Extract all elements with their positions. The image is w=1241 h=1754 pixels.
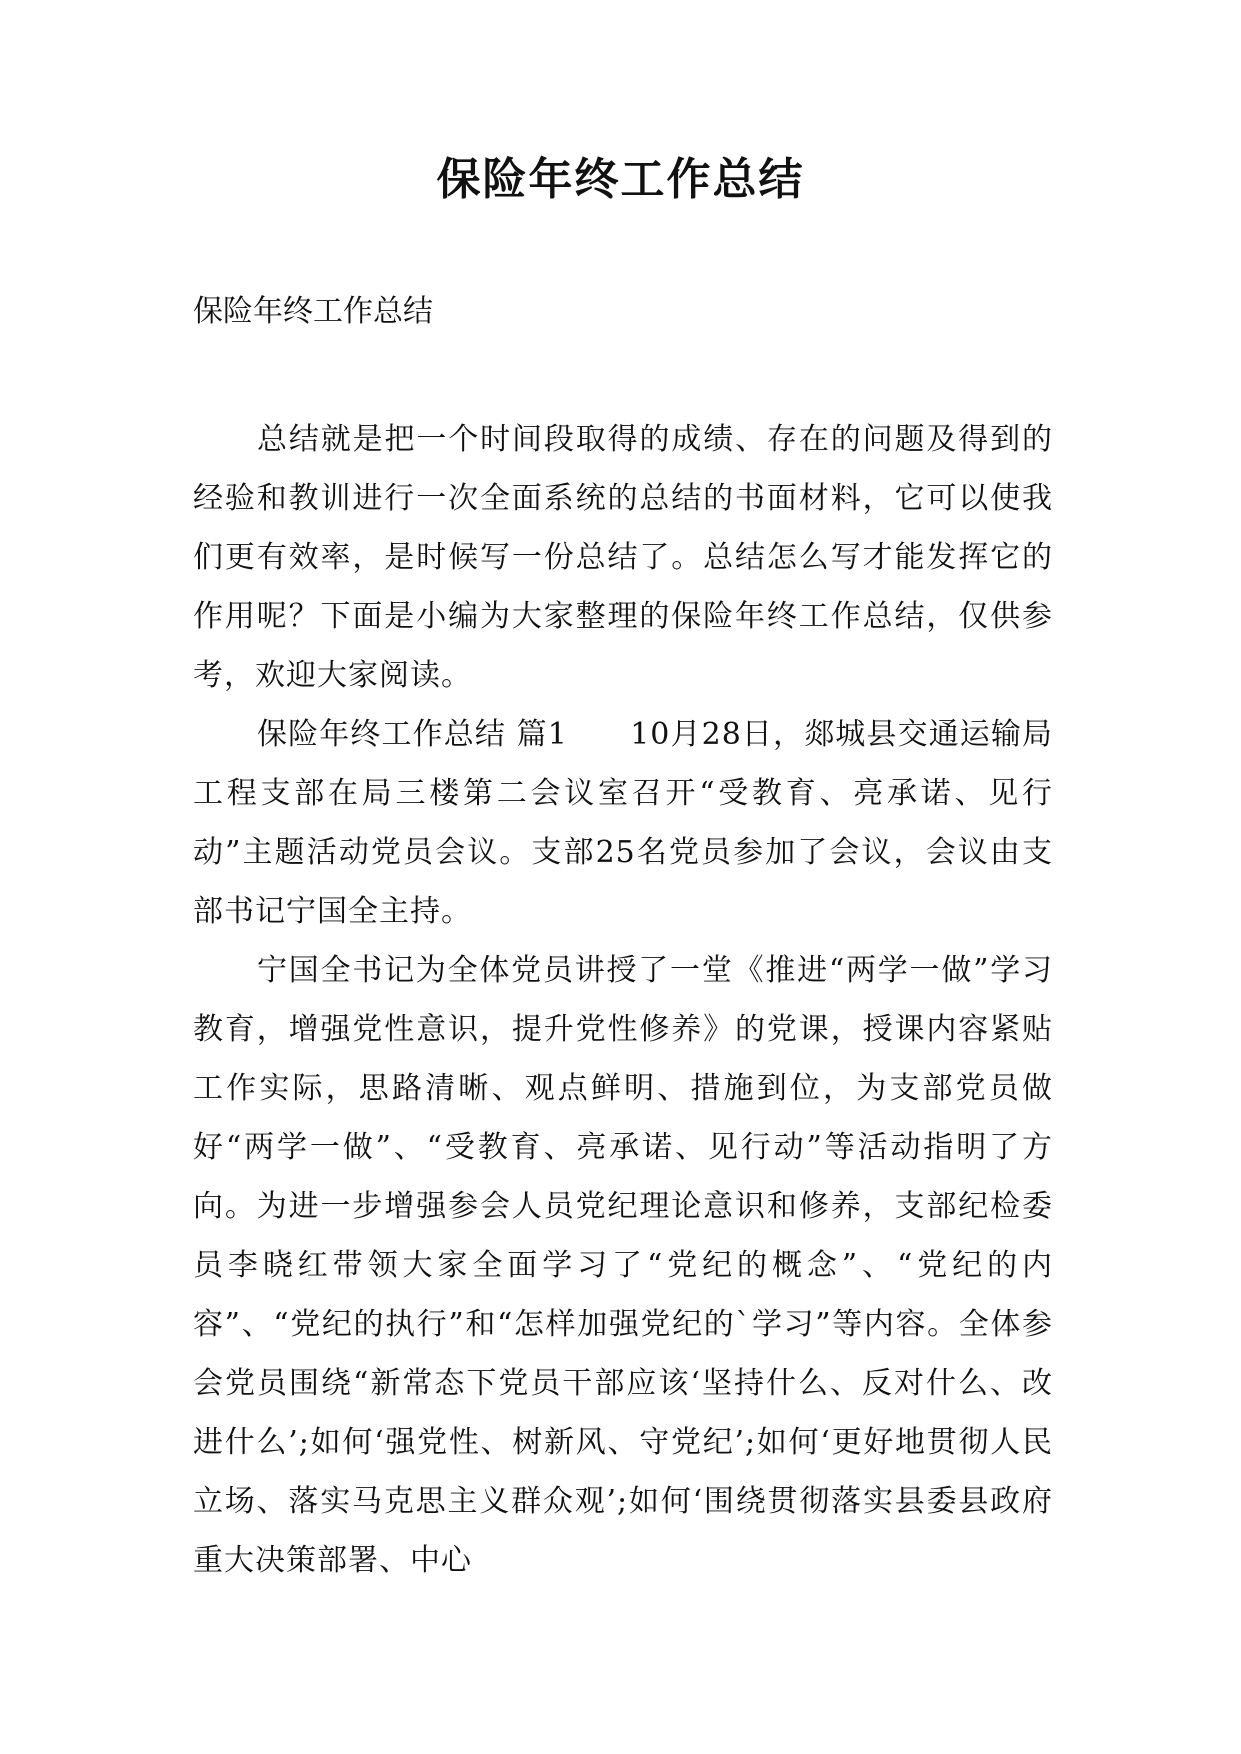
- paragraph-lecture: 宁国全书记为全体党员讲授了一堂《推进“两学一做”学习教育，增强党性意识，提升党性修养》的党课，授课内容紧贴工作实际，思路清晰、观点鲜明、措施到位，为支部党员做好“两学一做”、“受教育、亮承诺、见行动”等活动指明了方向。为进一步增强参会人员党纪理论意识和修养，支部纪检委员李晓红带领大家全面学习了“党纪的概念”、“党纪的内容”、“党纪的执行”和“怎样加强党纪的`学习”等内容。全体参会党员围绕“新常态下党员干部应该‘坚持什么、反对什么、改进什么’;如何‘强党性、树新风、守党纪’;如何‘更好地贯彻人民立场、落实马克思主义群众观’;如何‘围绕贯彻落实县委县政府重大决策部署、中心: [193, 953, 1053, 1578]
- paragraph-part1: 保险年终工作总结 篇1 10月28日，郯城县交通运输局工程支部在局三楼第二会议室召开“受教育、亮承诺、见行动”主题活动党员会议。支部25名党员参加了会议，会议由支部书记宁国全主持。: [193, 717, 1053, 929]
- document-subtitle: 保险年终工作总结: [193, 294, 433, 329]
- page-title: 保险年终工作总结: [436, 154, 805, 205]
- paragraph-intro: 总结就是把一个时间段取得的成绩、存在的问题及得到的经验和教训进行一次全面系统的总结的书面材料，它可以使我们更有效率，是时候写一份总结了。总结怎么写才能发挥它的作用呢？下面是小编为大家整理的保险年终工作总结，仅供参考，欢迎大家阅读。: [193, 422, 1053, 693]
- document-body: [193, 410, 1053, 1590]
